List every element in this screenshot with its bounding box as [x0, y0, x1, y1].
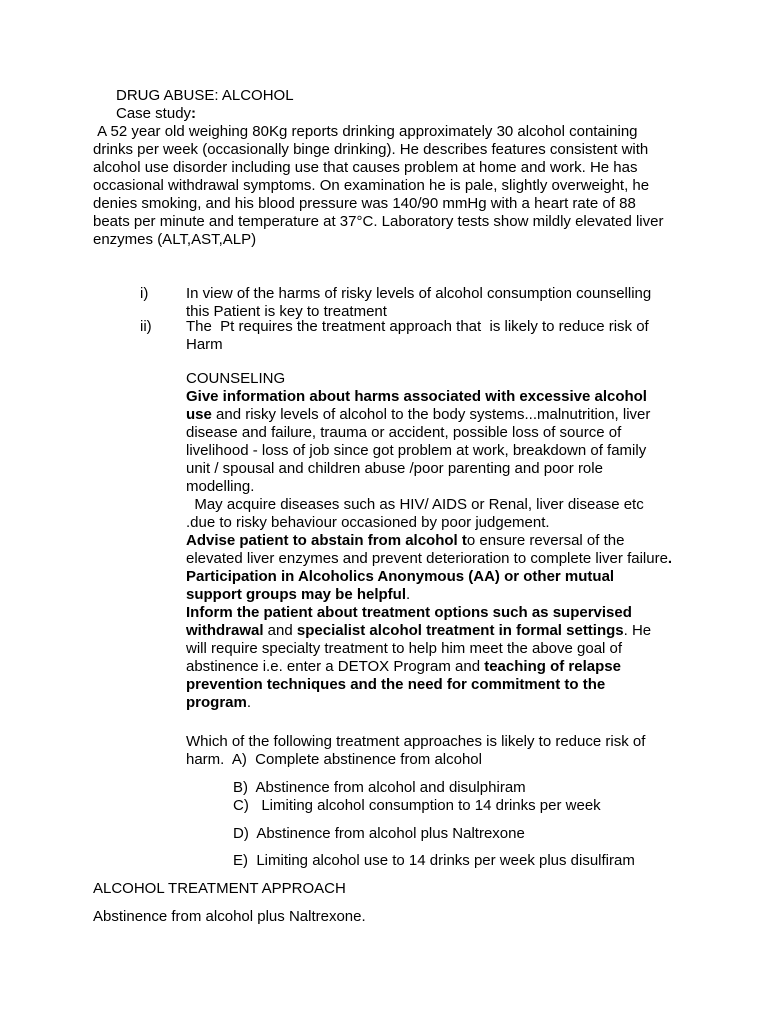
answer-option: B) Abstinence from alcohol and disulphiram: [233, 779, 526, 796]
case-study-text: A 52 year old weighing 80Kg reports drinking approximately 30 alcohol containing drinks per week (occasionally binge drinking). He describes features consistent with alcohol use disorder including use that causes problem at home and work. He has occasional withdrawal symptoms. On examination he is pale, slightly overweight, he denies smoking, and his blood pressure was 140/90 mmHg with a heart rate of 88 beats per minute and temperature at 37°C. Laboratory tests show mildly elevated liver enzymes (ALT,AST,ALP): [93, 123, 668, 248]
treatment-heading: ALCOHOL TREATMENT APPROACH: [93, 880, 346, 897]
counseling-paragraph-diseases: May acquire diseases such as HIV/ AIDS or Renal, liver disease etc .due to risky behaviour occasioned by poor judgement.: [186, 496, 648, 531]
counseling-paragraph-advise: Advise patient to abstain from alcohol to ensure reversal of the elevated liver enzymes and prevent deterioration to complete liver failure. Participation in Alcoholics Anonymous (AA) or other mutual support groups may be helpful.: [186, 532, 673, 603]
item-text: In view of the harms of risky levels of alcohol consumption counselling this Patient is key to treatment: [186, 285, 652, 320]
counseling-paragraph-harms: Give information about harms associated with excessive alcohol use and risky levels of alcohol to the body systems...malnutrition, liver disease and failure, trauma or accident, possible loss of source of livelihood - loss of job since got problem at work, breakdown of family unit / spousal and children abuse /poor parenting and poor role modelling.: [186, 388, 651, 495]
document-title: DRUG ABUSE: ALCOHOL: [116, 87, 294, 104]
counseling-body: [186, 388, 674, 712]
answer-text: Abstinence from alcohol plus Naltrexone.: [93, 908, 366, 925]
answer-option: D) Abstinence from alcohol plus Naltrexone: [233, 825, 525, 842]
question-text: Which of the following treatment approaches is likely to reduce risk of harm. A) Complete abstinence from alcohol: [186, 733, 650, 768]
answer-option: E) Limiting alcohol use to 14 drinks per week plus disulfiram: [233, 852, 635, 869]
case-study-label: Case study:: [116, 105, 197, 122]
answer-option: C) Limiting alcohol consumption to 14 drinks per week: [233, 797, 601, 814]
item-text: The Pt requires the treatment approach that is likely to reduce risk of Harm: [186, 318, 653, 353]
counseling-paragraph-inform: Inform the patient about treatment options such as supervised withdrawal and specialist alcohol treatment in formal settings. He will require specialty treatment to help him meet the above goal of abstinence i.e. enter a DETOX Program and teaching of relapse prevention techniques and the need for commitment to the program.: [186, 604, 652, 711]
counseling-heading: COUNSELING: [186, 370, 286, 387]
item-marker: ii): [140, 318, 152, 335]
item-marker: i): [140, 285, 149, 302]
